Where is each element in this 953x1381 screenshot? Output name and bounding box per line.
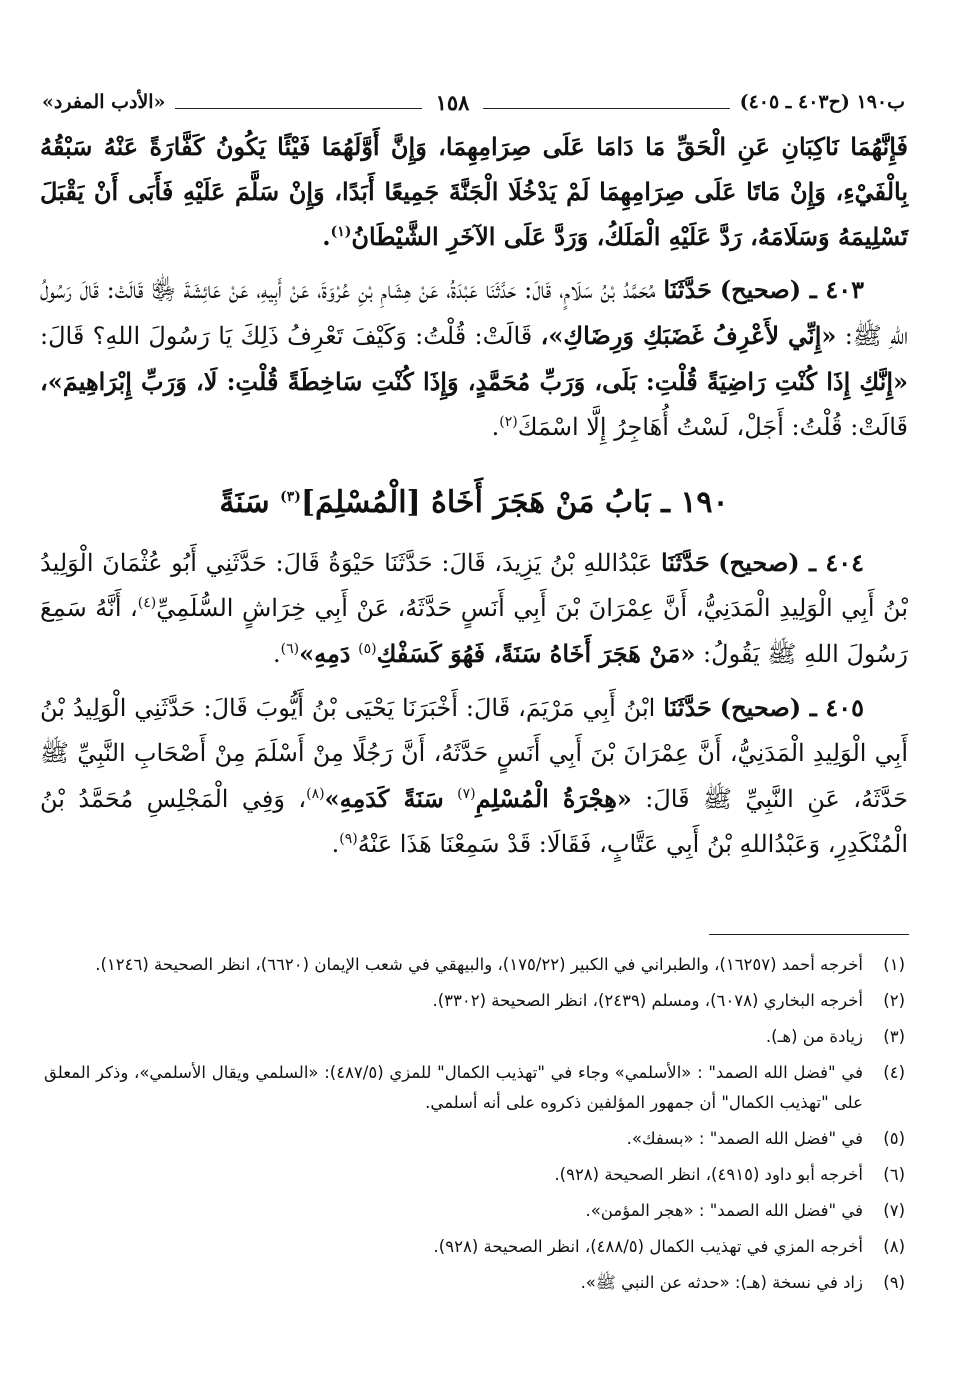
footnote <box>44 1232 905 1262</box>
footnote <box>44 1058 905 1118</box>
footnote-number: (٣) <box>883 1027 905 1046</box>
hadith-403-haddathana: حَدَّثَنَا <box>663 275 712 304</box>
hadith-404-quote-end: دَمِهِ» <box>299 639 351 668</box>
footnote-ref-1: (١) <box>330 224 352 240</box>
footnote <box>44 986 905 1016</box>
hadith-405-quote-end: سَنَةً كَدَمِهِ» <box>324 784 444 813</box>
footnote-number: (٥) <box>883 1129 905 1148</box>
intro-text: فَإِنَّهُمَا نَاكِبَانِ عَنِ الْحَقِّ مَا دَامَا عَلَى صِرَامِهِمَا، وَإِنَّ أَوَّلَهُمَا فَيْئًا يَكُونُ كَفَّارَةً عَنْهُ سَبْقُهُ بِالْفَيْءِ، وَإِنْ مَاتَا عَلَى صِرَامِهِمَا لَمْ يَدْخُلَا الْجَنَّةَ جَمِيعًا أَبَدًا، وَإِنْ سَلَّمَ عَلَيْهِ فَأَبَى أَنْ يَقْبَلَ تَسْلِيمَهُ وَسَلَامَهُ، رَدَّ عَلَيْهِ الْمَلَكُ، وَرَدَّ عَلَى الآخَرِ الشَّيْطَانُ <box>40 132 908 251</box>
footnote-ref-2: (٢) <box>499 414 518 430</box>
footnote-text: أخرجه أبو داود (٤٩١٥)، انظر الصحيحة (٩٢٨). <box>554 1165 863 1184</box>
hadith-404-end: . <box>272 640 281 668</box>
header-rule-right <box>483 108 729 109</box>
hadith-403-number: ٤٠٣ ـ (صحيح) <box>719 275 864 304</box>
hadith-404 <box>40 540 908 677</box>
footnotes <box>44 950 905 1304</box>
header-book-title: «الأدب المفرد» <box>42 91 166 113</box>
chapter-title: ١٩٠ ـ بَابُ مَنْ هَجَرَ أَخَاهُ [الْمُسْلِمَ] <box>300 485 729 520</box>
intro-paragraph <box>40 124 908 259</box>
hadith-405-quote: «هِجْرَةُ الْمُسْلِمِ <box>475 784 632 813</box>
footnote-text: أخرجه البخاري (٦٠٧٨)، ومسلم (٢٤٣٩)، انظر الصحيحة (٣٣٠٢). <box>432 991 863 1010</box>
footnote-number: (٢) <box>883 991 905 1010</box>
hadith-403-quote-2: «إِنَّكِ إِذَا كُنْتِ رَاضِيَةً قُلْتِ: بَلَى، وَرَبِّ مُحَمَّدٍ، وَإِذَا كُنْتِ سَاخِطَةً قُلْتِ: لَا، وَرَبِّ إِبْرَاهِيمَ»، <box>40 367 908 396</box>
chapter-heading <box>40 480 908 526</box>
chapter-title-tail: سَنَةً <box>219 485 270 520</box>
footnote-separator <box>709 934 909 935</box>
footnote-ref-8: (٨) <box>306 786 325 802</box>
footnote-text: في "فضل الله الصمد" : «هجر المؤمن». <box>585 1201 863 1220</box>
hadith-403-ending: قَالَتْ: قُلْتُ: أَجَلْ، لَسْتُ أُهَاجِرُ إِلَّا اسْمَكَ <box>517 413 908 441</box>
footnote-ref-7: (٧) <box>457 786 476 802</box>
hadith-405-number: ٤٠٥ ـ (صحيح) <box>719 693 865 722</box>
hadith-403-quote-1: «إِنِّي لأَعْرِفُ غَضَبَكِ وَرِضَاكِ»، <box>540 321 837 350</box>
footnote-number: (٦) <box>883 1165 905 1184</box>
footnote-text: زيادة من (هـ). <box>765 1027 863 1046</box>
hadith-403-question: قَالَتْ: قُلْتُ: وَكَيْفَ تَعْرِفُ ذَلِكَ يَا رَسُولَ اللهِ؟ قَالَ: <box>40 322 533 350</box>
hadith-404-chain: عَبْدُاللهِ بْنُ يَزِيدَ، قَالَ: حَدَّثَنَا حَيْوَةُ قَالَ: حَدَّثَنِي أَبُو عُثْمَانَ الْوَلِيدُ بْنُ أَبِي الْوَلِيدِ الْمَدَنِيُّ، أَنَّ عِمْرَانَ بْنَ أَبِي أَنَسٍ حَدَّثَهُ، عَنْ أَبِي خِرَاشٍ السُّلَمِيِّ <box>40 549 908 622</box>
footnote-text: أخرجه المزي في تهذيب الكمال (٤٨٨/٥)، انظر الصحيحة (٩٢٨). <box>433 1237 863 1256</box>
footnote-text: في "فضل الله الصمد" : «بسفك». <box>626 1129 863 1148</box>
footnote-number: (٤) <box>883 1063 905 1082</box>
footnote-number: (٧) <box>883 1201 905 1220</box>
footnote-text: زاد في نسخة (هـ): «حدثه عن النبي ﷺ». <box>580 1273 863 1292</box>
hadith-404-haddathana: حَدَّثَنَا <box>661 548 710 577</box>
running-header <box>42 84 905 120</box>
hadith-404-quote: «مَنْ هَجَرَ أَخَاهُ سَنَةً، فَهُوَ كَسَفْكِ <box>376 639 696 668</box>
hadith-403-chain: مُحَمَّدُ بْنُ سَلَامٍ، قَالَ: حَدَّثَنَا عَبْدَةُ، عَنْ هِشَامِ بْنِ عُرْوَةَ، عَنْ أَبِيهِ، عَنْ عَائِشَةَ ﵂ قَالَتْ: قَالَ رَسُولُ اللهِ ﷺ: <box>40 276 909 350</box>
footnote-number: (٩) <box>883 1273 905 1292</box>
hadith-404-number: ٤٠٤ ـ (صحيح) <box>718 548 865 577</box>
hadith-404-narration: ، أَنَّهُ سَمِعَ رَسُولَ اللهِ ﷺ يَقُولُ: <box>40 594 908 668</box>
main-text <box>40 124 908 867</box>
footnote <box>44 1160 905 1190</box>
footnote-ref-9: (٩) <box>339 831 358 847</box>
header-rule-left <box>175 108 421 109</box>
footnote-ref-5: (٥) <box>358 641 377 657</box>
footnote-number: (١) <box>883 955 905 974</box>
header-section-range: ب١٩٠ (ح٤٠٣ ـ ٤٠٥) <box>739 91 905 113</box>
footnote-ref-4: (٤) <box>137 595 157 611</box>
footnote <box>44 1124 905 1154</box>
intro-end: . <box>322 222 331 251</box>
page-number: ١٥٨ <box>435 89 470 115</box>
footnote <box>44 950 905 980</box>
hadith-405-chain: ابْنُ أَبِي مَرْيَمَ، قَالَ: أَخْبَرَنَا يَحْيَى بْنُ أَيُّوبَ قَالَ: حَدَّثَنِي الْوَلِيدُ بْنُ أَبِي الْوَلِيدِ الْمَدَنِيُّ، أَنَّ عِمْرَانَ بْنَ أَبِي أَنَسٍ حَدَّثَهُ، أَنَّ رَجُلًا مِنْ أَسْلَمَ مِنْ أَصْحَابِ النَّبِيِّ ﷺ حَدَّثَهُ، عَنِ النَّبِيِّ ﷺ قَالَ: <box>40 694 908 813</box>
footnote <box>44 1196 905 1226</box>
hadith-403 <box>40 267 908 450</box>
footnote-ref-3: (٣) <box>280 489 301 505</box>
hadith-405-ending: ، وَفِي الْمَجْلِسِ مُحَمَّدُ بْنُ الْمُنْكَدِرِ، وَعَبْدُاللهِ بْنُ أَبِي عَتَّابٍ، فَقَالَا: قَدْ سَمِعْنَا هَذَا عَنْهُ <box>40 785 908 858</box>
hadith-405-haddathana: حَدَّثَنَا <box>663 693 712 722</box>
footnote-text: في "فضل الله الصمد" : «الأسلمي» وجاء في "تهذيب الكمال" للمزي (٤٨٧/٥): «السلمي ويقال الأسلمي»، وذكر المعلق على "تهذيب الكمال" أن جمهور المؤلفين ذكروه على أنه أسلمي. <box>44 1063 863 1112</box>
hadith-403-end: . <box>491 413 500 441</box>
hadith-405-end: . <box>331 830 340 858</box>
footnote-text: أخرجه أحمد (١٦٢٥٧)، والطبراني في الكبير (١٧٥/٢٢)، والبيهقي في شعب الإيمان (٦٦٢٠)، انظر الصحيحة (١٢٤٦). <box>95 955 863 974</box>
footnote <box>44 1022 905 1052</box>
footnote <box>44 1268 905 1298</box>
footnote-ref-6: (٦) <box>280 641 300 657</box>
hadith-405 <box>40 685 908 867</box>
footnote-number: (٨) <box>883 1237 905 1256</box>
